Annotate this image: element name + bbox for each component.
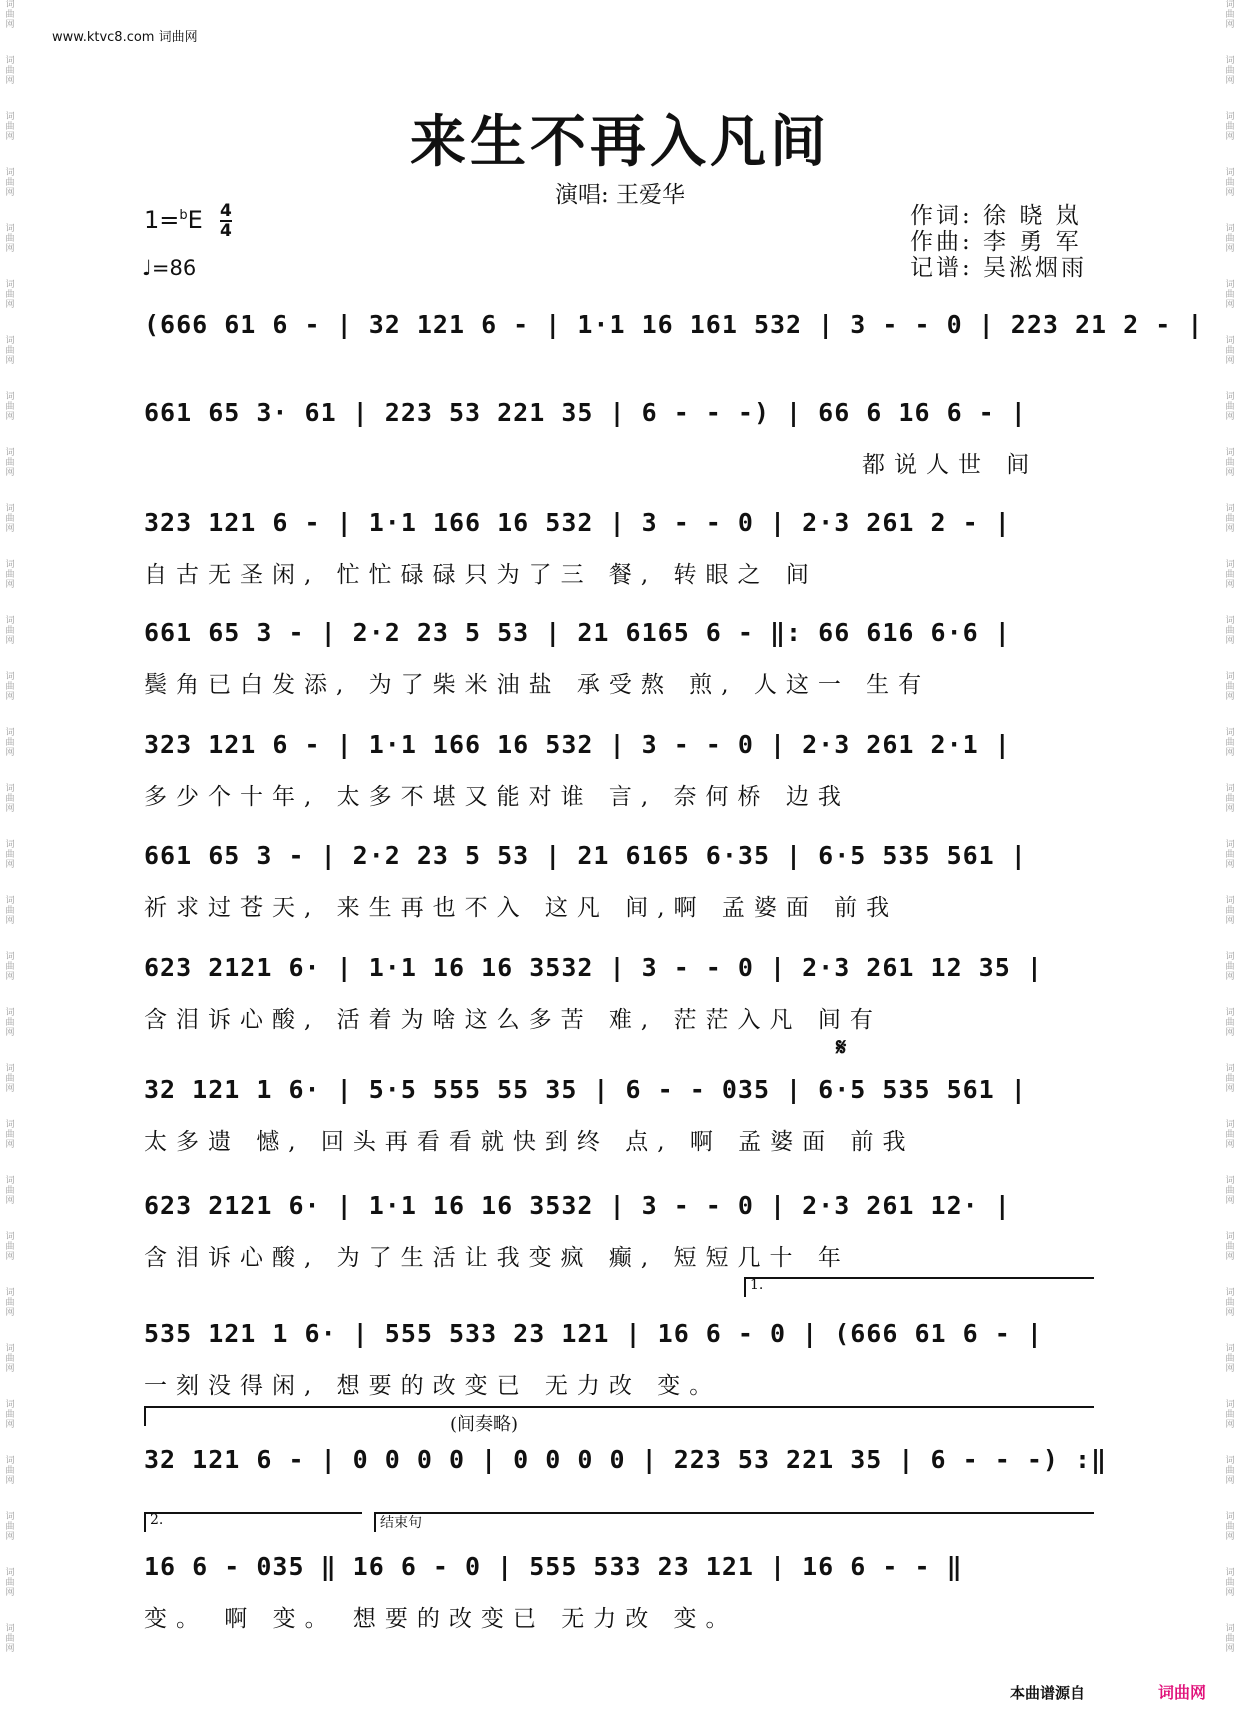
composer-credit: 作曲: 李 勇 军 bbox=[910, 229, 1082, 255]
notation-line-7: 623 2121 6· | 1·1 16 16 3532 | 3 - - 0 | 2·3 261 12 35 | bbox=[144, 953, 1043, 982]
watermark-text: 词 曲 网 bbox=[5, 448, 15, 478]
lyric-line-10: 一刻没得闲, 想要的改变已 无力改 变。 bbox=[144, 1373, 722, 1399]
watermark-text: 词 曲 网 bbox=[5, 1344, 15, 1374]
watermark-text: 词 曲 网 bbox=[1225, 728, 1235, 758]
lyric-line-5: 多少个十年, 太多不堪又能对谁 言, 奈何桥 边我 bbox=[144, 784, 850, 810]
watermark-text: 词 曲 网 bbox=[1225, 616, 1235, 646]
watermark-text: 词 曲 网 bbox=[5, 840, 15, 870]
key-note: E bbox=[187, 206, 203, 234]
volta-bracket-2 bbox=[144, 1512, 362, 1532]
lyric-line-9: 含泪诉心酸, 为了生活让我变疯 癫, 短短几十 年 bbox=[144, 1245, 850, 1271]
watermark-text: 词 曲 网 bbox=[1225, 224, 1235, 254]
watermark-text: 词 曲 网 bbox=[5, 1008, 15, 1038]
lyric-line-3: 自古无圣闲, 忙忙碌碌只为了三 餐, 转眼之 间 bbox=[144, 562, 818, 588]
segno-sign: 𝄋 bbox=[836, 1033, 847, 1061]
notation-line-2: 661 65 3· 61 | 223 53 221 35 | 6 - - -) | 66 6 16 6 - | bbox=[144, 398, 1027, 427]
notation-line-10: 535 121 1 6· | 555 533 23 121 | 16 6 - 0 | (666 61 6 - | bbox=[144, 1319, 1043, 1348]
watermark-text: 词 曲 网 bbox=[1225, 1008, 1235, 1038]
key-prefix: 1= bbox=[144, 206, 180, 234]
watermark-text: 词 曲 网 bbox=[1225, 952, 1235, 982]
watermark-text: 词 曲 网 bbox=[5, 56, 15, 86]
watermark-text: 词 曲 网 bbox=[5, 224, 15, 254]
watermark-text: 词 曲 网 bbox=[5, 280, 15, 310]
singer-credit: 演唱: 王爱华 bbox=[554, 182, 686, 208]
watermark-text: 词 曲 网 bbox=[5, 1120, 15, 1150]
watermark-text: 词 曲 网 bbox=[1225, 784, 1235, 814]
watermark-text: 词 曲 网 bbox=[1225, 392, 1235, 422]
flat-sign: b bbox=[179, 208, 188, 223]
watermark-text: 词 曲 网 bbox=[1225, 1344, 1235, 1374]
repeat-bracket bbox=[144, 1406, 1094, 1426]
transcriber-credit: 记谱: 吴淞烟雨 bbox=[910, 255, 1088, 281]
watermark-text: 词 曲 网 bbox=[1225, 1120, 1235, 1150]
notation-line-3: 323 121 6 - | 1·1 166 16 532 | 3 - - 0 | 2·3 261 2 - | bbox=[144, 508, 1011, 537]
watermark-text: 词 曲 网 bbox=[1225, 504, 1235, 534]
time-signature bbox=[220, 203, 232, 239]
volta-bracket-1 bbox=[744, 1277, 1094, 1297]
volta-label-1: 1. bbox=[750, 1277, 764, 1293]
notation-line-6: 661 65 3 - | 2·2 23 5 53 | 21 6165 6·35 | 6·5 535 561 | bbox=[144, 841, 1027, 870]
volta-label-2: 2. bbox=[150, 1512, 164, 1528]
watermark-text: 词 曲 网 bbox=[5, 1064, 15, 1094]
watermark-text: 词 曲 网 bbox=[1225, 1624, 1235, 1654]
interlude-note: (间奏略) bbox=[450, 1414, 519, 1435]
lyricist-credit: 作词: 徐 晓 岚 bbox=[910, 203, 1082, 229]
watermark-text: 词 曲 网 bbox=[5, 168, 15, 198]
watermark-text: 词 曲 网 bbox=[1225, 1288, 1235, 1318]
watermark-text: 词 曲 网 bbox=[5, 504, 15, 534]
time-signature-top: 4 bbox=[220, 201, 232, 221]
watermark-text: 词 曲 网 bbox=[1225, 1176, 1235, 1206]
watermark-text: 词 曲 网 bbox=[5, 952, 15, 982]
watermark-column-right bbox=[1222, 0, 1238, 1730]
watermark-text: 词 曲 网 bbox=[5, 560, 15, 590]
page-title: 来生不再入凡间 bbox=[410, 109, 830, 175]
watermark-text: 词 曲 网 bbox=[1225, 168, 1235, 198]
watermark-text: 词 曲 网 bbox=[1225, 1456, 1235, 1486]
notation-line-4: 661 65 3 - | 2·2 23 5 53 | 21 6165 6 - ‖: 66 616 6·6 | bbox=[144, 618, 1011, 647]
watermark-text: 词 曲 网 bbox=[1225, 1568, 1235, 1598]
watermark-text: 词 曲 网 bbox=[5, 784, 15, 814]
notation-line-1: (666 61 6 - | 32 121 6 - | 1·1 16 161 532 | 3 - - 0 | 223 21 2 - | bbox=[144, 310, 1204, 339]
lyric-line-12: 变。 啊 变。 想要的改变已 无力改 变。 bbox=[144, 1606, 738, 1632]
watermark-text: 词 曲 网 bbox=[5, 728, 15, 758]
watermark-text: 词 曲 网 bbox=[1225, 896, 1235, 926]
watermark-text: 词 曲 网 bbox=[5, 1512, 15, 1542]
watermark-text: 词 曲 网 bbox=[5, 1400, 15, 1430]
notation-line-8: 32 121 1 6· | 5·5 555 55 35 | 6 - - 035 | 6·5 535 561 | bbox=[144, 1075, 1027, 1104]
watermark-text: 词 曲 网 bbox=[1225, 448, 1235, 478]
watermark-text: 词 曲 网 bbox=[5, 392, 15, 422]
watermark-text: 词 曲 网 bbox=[1225, 1232, 1235, 1262]
watermark-text: 词 曲 网 bbox=[1225, 560, 1235, 590]
lyric-line-6: 祈求过苍天, 来生再也不入 这凡 间,啊 孟婆面 前我 bbox=[144, 895, 899, 921]
credits-block bbox=[910, 203, 1087, 281]
watermark-text: 词 曲 网 bbox=[1225, 280, 1235, 310]
watermark-text: 词 曲 网 bbox=[5, 896, 15, 926]
notation-line-11: 32 121 6 - | 0 0 0 0 | 0 0 0 0 | 223 53 221 35 | 6 - - -) :‖ bbox=[144, 1445, 1108, 1474]
footer-site-link[interactable]: 词曲网 bbox=[1158, 1683, 1207, 1702]
key-signature bbox=[144, 206, 203, 234]
lyric-line-8: 太多遗 憾, 回头再看看就快到终 点, 啊 孟婆面 前我 bbox=[144, 1129, 915, 1155]
watermark-text: 词 曲 网 bbox=[1225, 840, 1235, 870]
watermark-column-left bbox=[2, 0, 18, 1730]
ending-label: 结束句 bbox=[380, 1515, 422, 1531]
watermark-text: 词 曲 网 bbox=[5, 112, 15, 142]
footer-source-label: 本曲谱源自 bbox=[1010, 1684, 1086, 1702]
watermark-text: 词 曲 网 bbox=[1225, 1512, 1235, 1542]
lyric-line-2: 都说人世 间 bbox=[862, 452, 1039, 478]
watermark-text: 词 曲 网 bbox=[5, 1568, 15, 1598]
watermark-text: 词 曲 网 bbox=[1225, 1400, 1235, 1430]
watermark-text: 词 曲 网 bbox=[1225, 672, 1235, 702]
site-url[interactable]: www.ktvc8.com 词曲网 bbox=[52, 30, 198, 45]
watermark-text: 词 曲 网 bbox=[5, 672, 15, 702]
notation-line-12: 16 6 - 035 ‖ 16 6 - 0 | 555 533 23 121 | 16 6 - - ‖ bbox=[144, 1552, 963, 1581]
time-signature-bottom: 4 bbox=[220, 221, 232, 241]
watermark-text: 词 曲 网 bbox=[1225, 1064, 1235, 1094]
watermark-text: 词 曲 网 bbox=[5, 1624, 15, 1654]
watermark-text: 词 曲 网 bbox=[5, 616, 15, 646]
watermark-text: 词 曲 网 bbox=[1225, 336, 1235, 366]
watermark-text: 词 曲 网 bbox=[1225, 56, 1235, 86]
notation-line-9: 623 2121 6· | 1·1 16 16 3532 | 3 - - 0 | 2·3 261 12· | bbox=[144, 1191, 1011, 1220]
watermark-text: 词 曲 网 bbox=[5, 336, 15, 366]
watermark-text: 词 曲 网 bbox=[1225, 0, 1235, 30]
watermark-text: 词 曲 网 bbox=[5, 1288, 15, 1318]
watermark-text: 词 曲 网 bbox=[1225, 112, 1235, 142]
tempo-marking: ♩=86 bbox=[142, 256, 197, 280]
lyric-line-4: 鬓角已白发添, 为了柴米油盐 承受熬 煎, 人这一 生有 bbox=[144, 672, 931, 698]
lyric-line-7: 含泪诉心酸, 活着为啥这么多苦 难, 茫茫入凡 间有 bbox=[144, 1007, 882, 1033]
watermark-text: 词 曲 网 bbox=[5, 1456, 15, 1486]
watermark-text: 词 曲 网 bbox=[5, 1176, 15, 1206]
notation-line-5: 323 121 6 - | 1·1 166 16 532 | 3 - - 0 | 2·3 261 2·1 | bbox=[144, 730, 1011, 759]
watermark-text: 词 曲 网 bbox=[5, 1232, 15, 1262]
watermark-text: 词 曲 网 bbox=[5, 0, 15, 30]
ending-bracket bbox=[374, 1512, 1094, 1532]
